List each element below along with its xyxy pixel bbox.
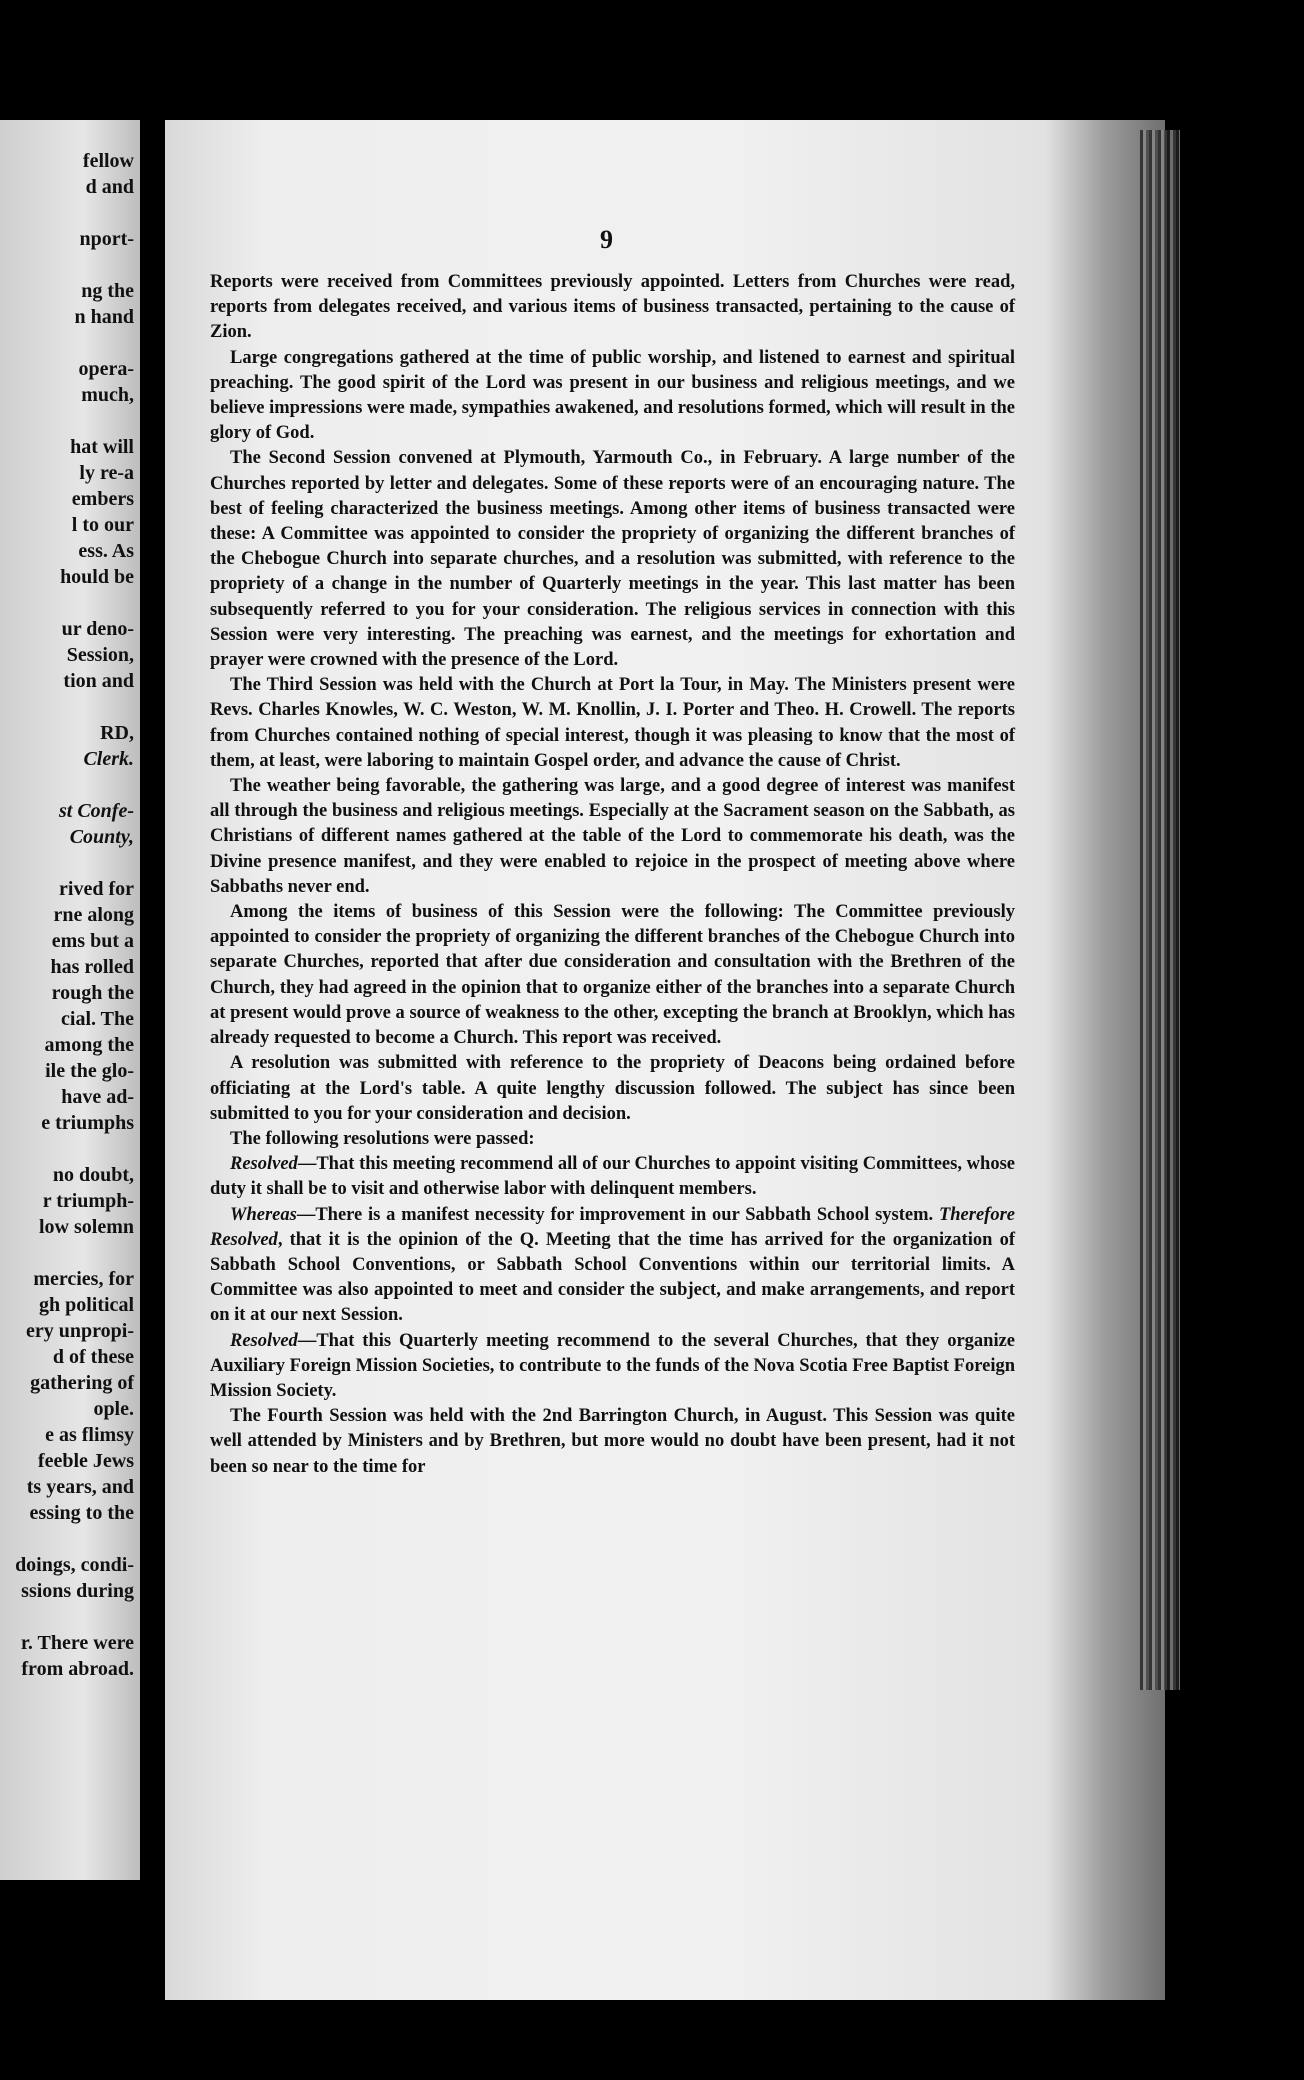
resolution-text-2: , that it is the opinion of the Q. Meeting that the time has arrived for the organization of Sabbath School Conventions, or Sabbath School Conventions within our territorial limits. A Committee was also appointed to meet and consider the subject, and make arrangements, and report on it at our next Session. xyxy=(210,1229,1015,1326)
left-page-line: feeble Jews xyxy=(37,1450,134,1472)
resolution xyxy=(210,1203,1015,1329)
left-page-line: no doubt, xyxy=(52,1164,134,1186)
paragraph: The Fourth Session was held with the 2nd Barrington Church, in August. This Session was quite well attended by Ministers and by Brethren, but more would no doubt have been present, had it not been so near to the time for xyxy=(210,1406,1015,1477)
left-page-line: ng the xyxy=(81,280,134,302)
resolution-lead-2: Therefore Resolved xyxy=(210,1204,1015,1250)
left-page-line: n hand xyxy=(74,306,134,328)
left-page-line: r. There were xyxy=(20,1632,134,1654)
resolution-text: —There is a manifest necessity for improvement in our Sabbath School system. xyxy=(296,1204,934,1225)
left-page-line: r triumph- xyxy=(42,1190,134,1212)
book-gutter xyxy=(140,0,165,2080)
page-edge xyxy=(1140,130,1180,1690)
left-page-line: among the xyxy=(44,1034,134,1056)
left-page-line: essing to the xyxy=(29,1502,134,1524)
left-page-line: have ad- xyxy=(61,1086,134,1108)
paragraph: The following resolutions were passed: xyxy=(230,1128,535,1149)
left-page-line: tion and xyxy=(63,670,134,692)
left-page-line: County, xyxy=(69,826,134,848)
left-page-line: cial. The xyxy=(61,1008,134,1030)
left-page-line: ile the glo- xyxy=(45,1060,134,1082)
paragraph: The Second Session convened at Plymouth, Yarmouth Co., in February. A large number of the Churches reported by letter and delegates. Some of these reports were of an encouraging nature. The best of feeling characterized the business meetings. Among other items of business transacted were these: A Committee was appointed to consider the propriety of organizing the different branches of the Chebogue Church into separate churches, and a resolution was submitted, with reference to the propriety of a change in the number of Quarterly meetings in the year. This last matter has been subsequently referred to you for your consideration. The religious services in connection with this Session were very interesting. The preaching was earnest, and the meetings for exhortation and prayer were crowned with the presence of the Lord. xyxy=(210,448,1015,671)
resolution-lead: Resolved xyxy=(230,1330,298,1351)
page-body xyxy=(210,270,1015,1480)
left-page-line: mercies, for xyxy=(33,1268,134,1290)
left-page-line: ts years, and xyxy=(26,1476,134,1498)
left-page-line: has rolled xyxy=(50,956,134,978)
left-page-line: ur deno- xyxy=(61,618,134,640)
paragraph: Large congregations gathered at the time of public worship, and listened to earnest and spiritual preaching. The good spirit of the Lord was present in our business and religious meetings, and we believe impressions were made, sympathies awakened, and resolutions formed, which will result in the glory of God. xyxy=(210,347,1015,444)
left-page-line: ess. As xyxy=(78,540,134,562)
resolution xyxy=(210,1152,1015,1202)
paragraph: A resolution was submitted with reference to the propriety of Deacons being ordained before officiating at the Lord's table. A quite lengthy discussion followed. The subject has since been submitted to you for your consideration and decision. xyxy=(210,1053,1015,1124)
left-page-line: low solemn xyxy=(39,1216,134,1238)
paragraph: Reports were received from Committees previously appointed. Letters from Churches were read, reports from delegates received, and various items of business transacted, pertaining to the cause of Zion. xyxy=(210,272,1015,343)
left-page-line: from abroad. xyxy=(21,1658,134,1680)
left-page-line: ssions during xyxy=(21,1580,134,1602)
left-page-line: doings, condi- xyxy=(15,1554,134,1576)
book-page xyxy=(165,120,1165,2000)
left-page-line: ems but a xyxy=(51,930,134,952)
left-page-line: rne along xyxy=(53,904,134,926)
left-page-line: Clerk. xyxy=(83,748,134,770)
left-page-line: hat will xyxy=(70,436,134,458)
left-page-line: nport- xyxy=(79,228,134,250)
resolution-lead: Whereas xyxy=(230,1204,297,1225)
left-page-line: e triumphs xyxy=(41,1112,134,1134)
left-page-line: rough the xyxy=(51,982,134,1004)
resolution-text: —That this meeting recommend all of our Churches to appoint visiting Committees, whose duty it shall be to visit and otherwise labor with delinquent members. xyxy=(210,1154,1015,1200)
left-page-line: ery unpropi- xyxy=(26,1320,134,1342)
paragraph: The Third Session was held with the Church at Port la Tour, in May. The Ministers present were Revs. Charles Knowles, W. C. Weston, W. M. Knollin, J. I. Porter and Theo. H. Crowell. The reports from Churches contained nothing of special interest, though it was pleasing to know that the most of them, at least, were laboring to maintain Gospel order, and advance the cause of Christ. xyxy=(210,675,1015,771)
left-page-line: d and xyxy=(85,176,134,198)
left-page-line: ly re-a xyxy=(79,462,134,484)
left-page-line: e as flimsy xyxy=(45,1424,134,1446)
left-page-line: opera- xyxy=(78,358,134,380)
page-number: 9 xyxy=(600,225,613,254)
left-page-line: l to our xyxy=(71,514,134,536)
left-page-line: gathering of xyxy=(30,1372,134,1394)
left-page-line: st Confe- xyxy=(59,800,134,822)
left-page-line: RD, xyxy=(100,722,134,744)
resolution-text: —That this Quarterly meeting recommend to the several Churches, that they organize Auxiliary Foreign Mission Societies, to contribute to the funds of the Nova Scotia Free Baptist Foreign Mission Society. xyxy=(210,1330,1015,1401)
left-page-line: hould be xyxy=(60,566,134,588)
left-page-line: d of these xyxy=(52,1346,134,1368)
resolution-lead: Resolved xyxy=(230,1154,298,1175)
left-page-line: fellow xyxy=(82,150,134,172)
left-page-line: Session, xyxy=(66,644,134,666)
resolution xyxy=(210,1329,1015,1405)
left-page-line: much, xyxy=(81,384,134,406)
left-page-line: gh political xyxy=(38,1294,134,1316)
left-page-line: ople. xyxy=(93,1398,134,1420)
paragraph: The weather being favorable, the gathering was large, and a good degree of interest was manifest all through the business and religious meetings. Especially at the Sacrament season on the Sabbath, as Christians of different names gathered at the table of the Lord to commemorate his death, was the Divine presence manifest, and they were enabled to rejoice in the prospect of meeting above where Sabbaths never end. xyxy=(210,776,1015,897)
paragraph: Among the items of business of this Session were the following: The Committee previously appointed to consider the propriety of organizing the different branches of the Chebogue Church into separate Churches, reported that after due consideration and consultation with the Brethren of the Church, they had agreed in the opinion that to organize either of the branches into a separate Church at present would prove a source of weakness to the other, excepting the branch at Brooklyn, which has already requested to become a Church. This report was received. xyxy=(210,902,1015,1049)
left-page-fragment xyxy=(0,120,140,1880)
left-page-line: rived for xyxy=(59,878,134,900)
left-page-line: embers xyxy=(71,488,134,510)
